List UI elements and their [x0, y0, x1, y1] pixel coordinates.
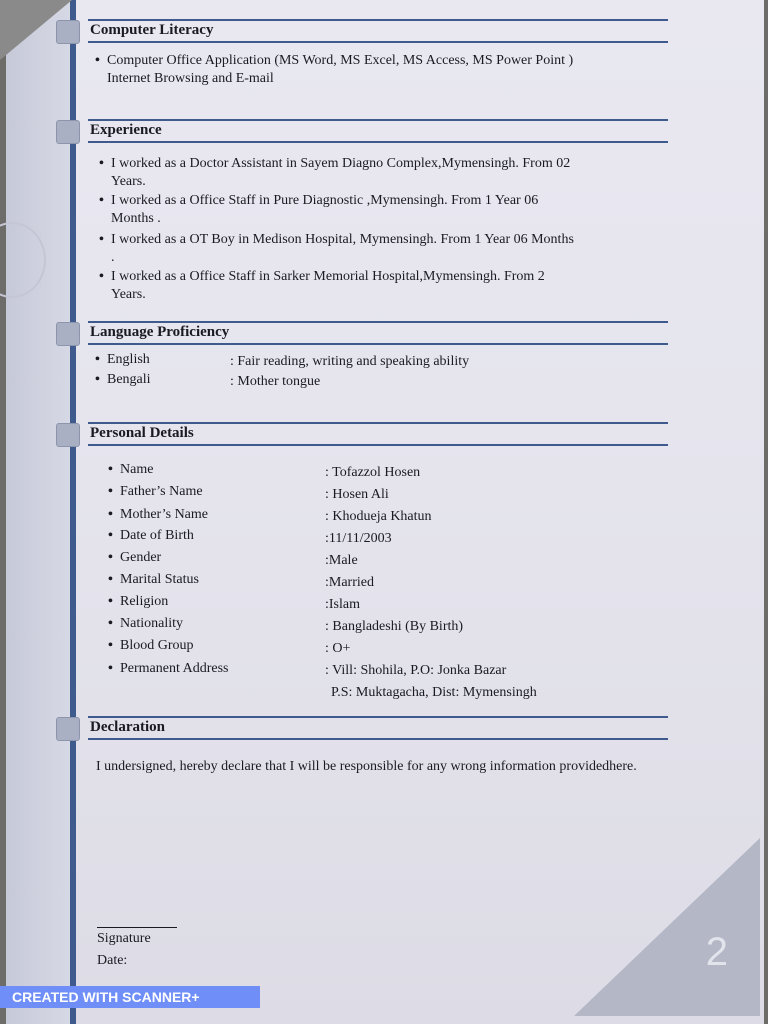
bullet-icon: •	[108, 572, 113, 587]
bullet-icon: •	[108, 594, 113, 609]
detail-label: • Mother’s Name	[108, 507, 208, 522]
detail-label: • Blood Group	[108, 638, 194, 653]
bullet-icon: •	[99, 269, 104, 284]
address-line-2: P.S: Muktagacha, Dist: Mymensingh	[331, 685, 537, 700]
language-level: : Mother tongue	[230, 374, 321, 389]
scanner-watermark: CREATED WITH SCANNER+	[0, 986, 260, 1008]
bullet-icon: •	[95, 352, 100, 367]
experience-item: • I worked as a Office Staff in Pure Diagnostic ,Mymensingh. From 1 Year 06 Months .	[99, 193, 539, 226]
section-marker-icon	[56, 20, 80, 44]
detail-label: • Name	[108, 462, 154, 477]
bullet-icon: •	[99, 232, 104, 247]
section-marker-icon	[56, 322, 80, 346]
declaration-text: I undersigned, hereby declare that I will be responsible for any wrong information providedhere.	[96, 759, 637, 774]
detail-value: :Male	[325, 553, 358, 568]
page-margin-band	[6, 0, 74, 1024]
detail-value: :11/11/2003	[325, 531, 392, 546]
section-marker-icon	[56, 120, 80, 144]
experience-item: • I worked as a OT Boy in Medison Hospital, Mymensingh. From 1 Year 06 Months .	[99, 232, 574, 265]
section-title: Experience	[90, 122, 162, 138]
section-marker-icon	[56, 423, 80, 447]
section-title: Computer Literacy	[90, 22, 214, 38]
bullet-icon: •	[95, 53, 100, 68]
bullet-icon: •	[108, 462, 113, 477]
detail-label: • Father’s Name	[108, 484, 203, 499]
list-item: • Computer Office Application (MS Word, MS Excel, MS Access, MS Power Point ) Internet Browsing and E-mail	[95, 53, 574, 86]
bullet-icon: •	[95, 372, 100, 387]
bullet-icon: •	[108, 507, 113, 522]
page-number: 2	[705, 930, 728, 974]
detail-label: • Marital Status	[108, 572, 199, 587]
date-label: Date:	[97, 953, 128, 968]
bullet-icon: •	[108, 661, 113, 676]
section-marker-icon	[56, 717, 80, 741]
bullet-icon: •	[108, 484, 113, 499]
signature-line	[97, 927, 177, 928]
detail-label: • Date of Birth	[108, 528, 194, 543]
detail-value: : Hosen Ali	[325, 487, 389, 502]
detail-value: : Tofazzol Hosen	[325, 465, 421, 480]
language-row: • English	[95, 352, 150, 367]
bullet-icon: •	[108, 528, 113, 543]
detail-label: • Religion	[108, 594, 169, 609]
section-title: Language Proficiency	[90, 324, 230, 340]
section-title: Declaration	[90, 719, 165, 735]
signature-label: Signature	[97, 931, 151, 946]
bullet-icon: •	[108, 638, 113, 653]
bullet-icon: •	[108, 616, 113, 631]
detail-label: • Permanent Address	[108, 661, 229, 676]
corner-decoration	[574, 838, 760, 1016]
detail-value: : Bangladeshi (By Birth)	[325, 619, 464, 634]
margin-rule	[70, 0, 76, 1024]
detail-value: : O+	[325, 641, 351, 656]
detail-value: :Married	[325, 575, 374, 590]
language-level: : Fair reading, writing and speaking ability	[230, 354, 470, 369]
bullet-icon: •	[108, 550, 113, 565]
detail-value: :Islam	[325, 597, 360, 612]
experience-item: • I worked as a Doctor Assistant in Sayem Diagno Complex,Mymensingh. From 02 Years.	[99, 156, 571, 189]
experience-item: • I worked as a Office Staff in Sarker Memorial Hospital,Mymensingh. From 2 Years.	[99, 269, 545, 302]
detail-label: • Nationality	[108, 616, 183, 631]
detail-label: • Gender	[108, 550, 162, 565]
section-title: Personal Details	[90, 425, 194, 441]
detail-value: : Khodueja Khatun	[325, 509, 432, 524]
language-row: • Bengali	[95, 372, 151, 387]
bullet-icon: •	[99, 193, 104, 208]
detail-value: : Vill: Shohila, P.O: Jonka Bazar	[325, 663, 507, 678]
bullet-icon: •	[99, 156, 104, 171]
